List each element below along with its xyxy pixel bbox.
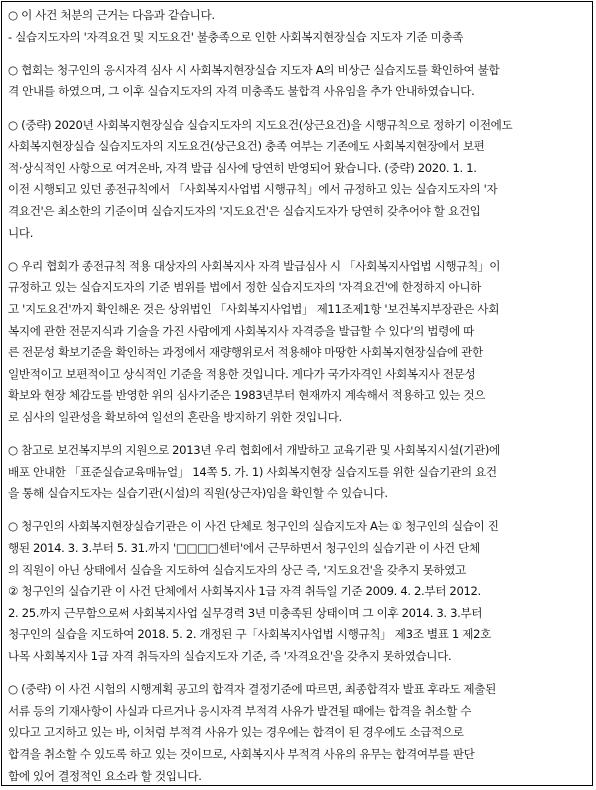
text-line: 격 안내를 하였으며, 그 이후 실습지도자의 자격 미충족도 불합격 사유임을 추가 안내하였습니다. [8,84,475,99]
text-line: 2. 25.까지 근무함으로써 사회복지사업 실무경력 3년 미충족된 상태이며 그 이후 2014. 3. 3.부터 [8,605,483,620]
text-line: 있다고 고지하고 있는 바, 이처럼 부적격 사유가 있는 경우에는 합격이 된 경우에도 소급적으로 [8,725,464,740]
text-line: 합격을 취소할 수 있도록 하고 있는 것이므로, 사회복지사 부적격 사유의 유무는 합격여부를 판단 [8,746,475,761]
text-line: ○ 우리 협회가 종전규칙 적용 대상자의 사회복지사 자격 발급심사 시 「사회복지사업법 시행규칙」이 [8,258,501,273]
text-line: ○ (중략) 이 사건 시험의 시행계획 공고의 합격자 결정기준에 따르면, 최종합격자 발표 후라도 제출된 [8,682,496,697]
text-line: ② 청구인의 실습기관 이 사건 단체에서 사회복지사 1급 자격 취득일 기준 2009. 4. 2.부터 2012. [8,584,481,599]
text-line: - 실습지도자의 '자격요건 및 지도요건' 불충족으로 인한 사회복지현장실습 지도자 기준 미충족 [8,29,464,44]
text-line: 격요건'은 최소한의 기준이며 실습지도자의 '지도요건'은 실습지도자가 당연히 갖추어야 할 요건입 [8,203,481,218]
paragraph-notice [8,60,586,103]
text-line: 이전 시행되고 있던 종전규칙에서 「사회복지사업법 시행규칙」에서 규정하고 있는 실습지도자의 '자 [8,182,498,197]
paragraph-manual-reference [8,440,586,505]
document-page [1,1,593,786]
paragraph-guidance-requirement [8,115,586,245]
paragraph-basis [8,5,586,48]
text-line: 확보와 현장 체감도를 반영한 위의 심사기준은 1983년부터 현재까지 계속해서 적용하고 있는 것으 [8,388,486,403]
text-line: ○ (중략) 2020년 사회복지현장실습 실습지도자의 지도요건(상근요건)을 시행규칙으로 정하기 이전에도 [8,117,513,132]
text-line: 을 통해 실습지도자는 실습기관(시설)의 직원(상근자)임을 확인할 수 있습니다. [8,486,388,501]
text-line: 의 직원이 아닌 상태에서 실습을 지도하여 실습지도자의 상근 즉, '지도요건'을 갖추지 못하였고 [8,562,466,577]
text-line: ○ 참고로 보건복지부의 지원으로 2013년 우리 협회에서 개발하고 교육기관 및 사회복지시설(기관)에 [8,443,500,458]
text-line: 함에 있어 결정적인 요소라 할 것입니다. [8,768,202,783]
text-line: 서류 등의 기재사항이 사실과 다르거나 응시자격 부적격 사유가 발견될 때에는 합격을 취소할 수 [8,703,472,718]
paragraph-pass-cancellation [8,679,586,787]
text-line: ○ 청구인의 사회복지현장실습기관은 이 사건 단체로 청구인의 실습지도자 A는 ① 청구인의 실습이 진 [8,519,499,534]
paragraph-review-criteria [8,256,586,429]
text-line: 일반적이고 보편적이고 상식적인 기준을 적용한 것입니다. 게다가 국가자격인 사회복지사 전문성 [8,366,476,381]
text-line: 행된 2014. 3. 3.부터 5. 31.까지 '□□□□센터'에서 근무하면서 청구인의 실습기관 이 사건 단체 [8,541,480,556]
text-line: 청구인의 실습을 지도하여 2018. 5. 2. 개정된 구「사회복지사업법 시행규칙」 제3조 별표 1 제2호 [8,627,491,642]
paragraph-supervisor-facts [8,516,586,667]
text-line: 고 '지도요건'까지 확인해온 것은 상위법인 「사회복지사업법」 제11조제1항 '보건복지부장관은 사회 [8,301,500,316]
text-line: 른 전문성 확보기준을 확인하는 과정에서 재량행위로서 적용해야 마땅한 사회복지현장실습에 관한 [8,345,483,360]
text-line: 나목 사회복지사 1급 자격 취득자의 실습지도자 기준, 즉 '자격요건'을 갖추지 못하였습니다. [8,649,452,663]
text-line: 사회복지현장실습 실습지도자의 지도요건(상근요건) 충족 여부는 기존에도 사회복지현장에서 보편 [8,139,485,154]
text-line: ○ 협회는 청구인의 응시자격 심사 시 사회복지현장실습 지도자 A의 비상근 실습지도를 확인하여 불합 [8,62,500,77]
text-line: 복지에 관한 전문지식과 기술을 가진 사람에게 사회복지사 자격증을 발급할 수 있다'의 법령에 따 [8,323,474,338]
text-line: 로 심사의 일관성을 확보하여 일선의 혼란을 방지하기 위한 것입니다. [8,409,342,424]
text-line: 니다. [8,225,34,240]
text-line: 규정하고 있는 실습지도자의 기준 범위를 법에서 정한 실습지도자의 '자격요건'에 한정하지 아니하 [8,280,482,295]
text-line: ○ 이 사건 처분의 근거는 다음과 같습니다. [8,8,215,22]
text-line: 적·상식적인 사항으로 여겨온바, 자격 발급 심사에 당연히 반영되어 왔습니다. (중략) 2020. 1. 1. [8,160,477,175]
text-line: 배포 안내한 「표준실습교육매뉴얼」 14쪽 5. 가. 1) 사회복지현장 실습지도를 위한 실습기관의 요건 [8,464,497,479]
